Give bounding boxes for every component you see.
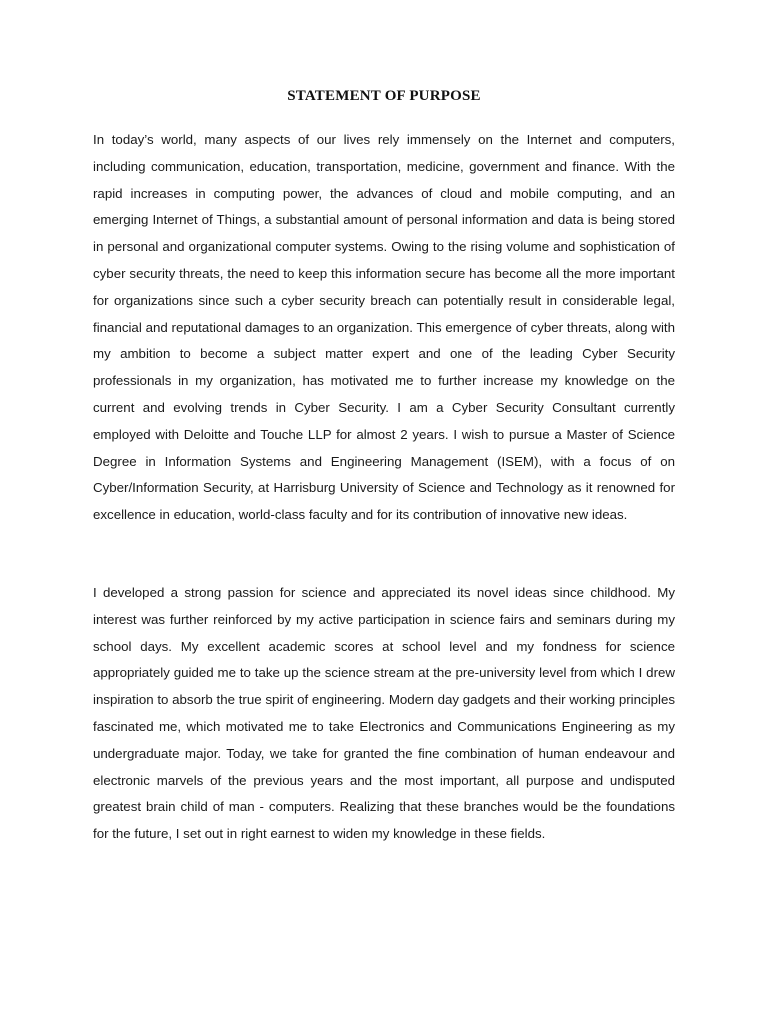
document-title: STATEMENT OF PURPOSE	[287, 88, 481, 104]
paragraph-2: I developed a strong passion for science and appreciated its novel ideas since childhood. My interest was further reinforced by my active participation in science fairs and seminars during my school days. My excellent academic scores at school level and my fondness for science appropriately guided me to take up the science stream at the pre-university level from which I drew inspiration to absorb the true spirit of engineering. Modern day gadgets and their working principles fascinated me, which motivated me to take Electronics and Communications Engineering as my undergraduate major. Today, we take for granted the fine combination of human endeavour and electronic marvels of the previous years and the most important, all purpose and undisputed greatest brain child of man - computers. Realizing that these branches would be the foundations for the future, I set out in right earnest to widen my knowledge in these fields.	[93, 585, 675, 842]
paragraph-1: In today’s world, many aspects of our lives rely immensely on the Internet and computers, including communication, education, transportation, medicine, government and finance. With the rapid increases in computing power, the advances of cloud and mobile computing, and an emerging Internet of Things, a substantial amount of personal information and data is being stored in personal and organizational computer systems. Owing to the rising volume and sophistication of cyber security threats, the need to keep this information secure has become all the more important for organizations since such a cyber security breach can potentially result in considerable legal, financial and reputational damages to an organization. This emergence of cyber threats, along with my ambition to become a subject matter expert and one of the leading Cyber Security professionals in my organization, has motivated me to further increase my knowledge on the current and evolving trends in Cyber Security. I am a Cyber Security Consultant currently employed with Deloitte and Touche LLP for almost 2 years. I wish to pursue a Master of Science Degree in Information Systems and Engineering Management (ISEM), with a focus of on Cyber/Information Security, at Harrisburg University of Science and Technology as it renowned for excellence in education, world-class faculty and for its contribution of innovative new ideas.	[93, 132, 675, 523]
